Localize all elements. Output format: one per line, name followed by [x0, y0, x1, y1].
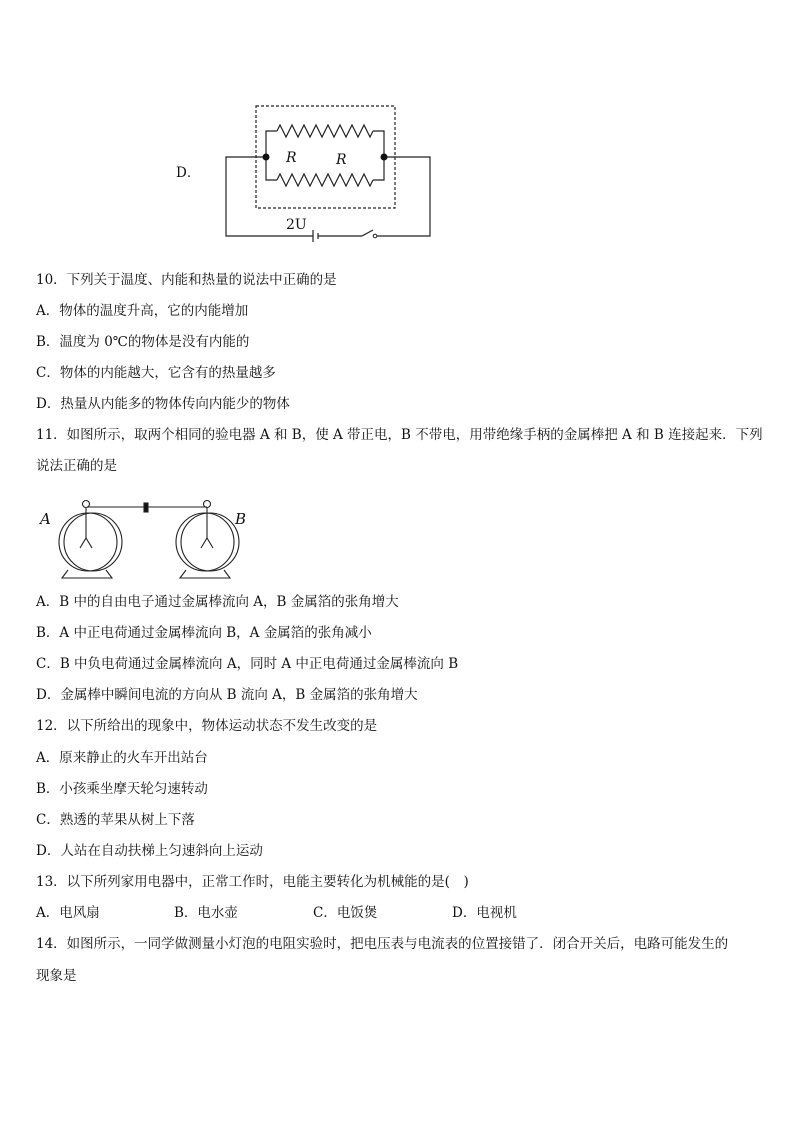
q13-option-a: A．电风扇 [36, 905, 100, 921]
electroscope-a-top-ball [83, 501, 90, 508]
switch-contact [373, 234, 377, 238]
switch-blade [362, 230, 373, 236]
top-resistor-zigzag [277, 125, 373, 137]
q11-stem-line2: 说法正确的是 [36, 458, 117, 474]
resistor-label-2: R [336, 152, 347, 168]
q9-d-circuit-diagram [0, 0, 794, 260]
q11-option-c: C．B 中负电荷通过金属棒流向 A，同时 A 中正电荷通过金属棒流向 B [36, 656, 459, 672]
q10-option-c: C．物体的内能越大，它含有的热量越多 [36, 365, 276, 381]
q12-option-d: D．人站在自动扶梯上匀速斜向上运动 [36, 843, 263, 859]
q14-stem-line2: 现象是 [36, 968, 77, 984]
top-resistor-wire [266, 131, 277, 157]
q14-stem-line1: 14．如图所示，一同学做测量小灯泡的电阻实验时，把电压表与电流表的位置接错了．闭合开关后，电路可能发生的 [36, 936, 729, 952]
q12-option-a: A．原来静止的火车开出站台 [36, 750, 208, 766]
q13-option-c: C．电饭煲 [313, 905, 378, 921]
q11-option-a: A．B 中的自由电子通过金属棒流向 A，B 金属箔的张角增大 [36, 594, 399, 610]
q11-electroscope-figure [0, 490, 794, 590]
q10-stem: 10．下列关于温度、内能和热量的说法中正确的是 [36, 272, 337, 288]
dashed-enclosure [256, 106, 395, 208]
q13-stem: 13．以下所列家用电器中，正常工作时，电能主要转化为机械能的是( ) [36, 874, 469, 890]
resistor-label-1: R [286, 150, 297, 166]
right-wire [375, 157, 430, 236]
q13-option-b: B．电水壶 [174, 905, 238, 921]
q10-option-d: D．热量从内能多的物体传向内能少的物体 [36, 396, 290, 412]
source-voltage-label: 2U [286, 217, 307, 233]
q11-stem-line1: 11．如图所示，取两个相同的验电器 A 和 B，使 A 带正电，B 不带电，用带绝缘手柄的金属棒把 A 和 B 连接起来．下列 [36, 427, 763, 443]
junction-right [381, 154, 388, 161]
q12-stem: 12．以下所给出的现象中，物体运动状态不发生改变的是 [36, 718, 378, 734]
q11-option-b: B．A 中正电荷通过金属棒流向 B，A 金属箔的张角减小 [36, 625, 372, 641]
insulating-handle [144, 503, 148, 512]
q9-option-d-label: D． [176, 165, 201, 181]
q11-option-d: D．金属棒中瞬间电流的方向从 B 流向 A，B 金属箔的张角增大 [36, 687, 418, 703]
q13-option-d: D．电视机 [452, 905, 517, 921]
q12-option-c: C．熟透的苹果从树上下落 [36, 812, 195, 828]
label-a: A [40, 510, 51, 528]
q10-option-b: B．温度为 0℃的物体是没有内能的 [36, 334, 250, 350]
q12-option-b: B．小孩乘坐摩天轮匀速转动 [36, 781, 208, 797]
q10-option-a: A．物体的温度升高，它的内能增加 [36, 303, 249, 319]
label-b: B [235, 510, 247, 528]
junction-left [263, 154, 270, 161]
bottom-resistor-zigzag [277, 174, 373, 186]
